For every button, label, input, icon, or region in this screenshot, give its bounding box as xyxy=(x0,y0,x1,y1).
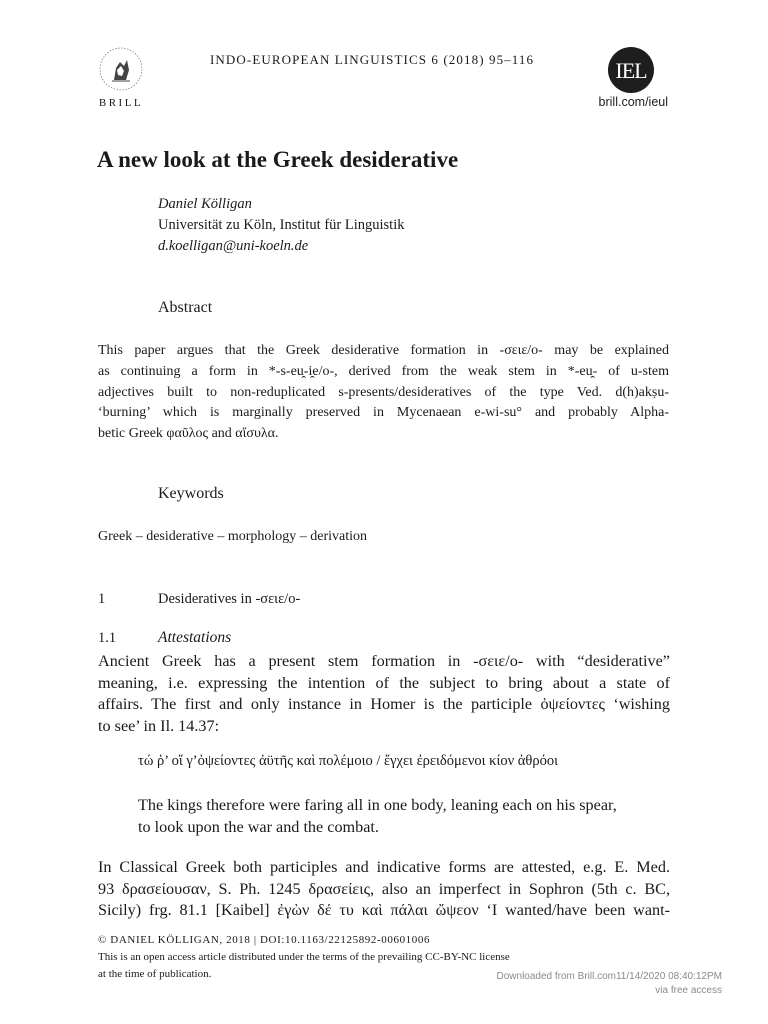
abstract-line: betic Greek φαῦλος and αἴσυλα. xyxy=(98,426,279,442)
body-line: In Classical Greek both participles and indicative forms are attested, e.g. E. Med. xyxy=(98,858,670,876)
body-paragraph-1 xyxy=(98,651,670,737)
iel-logo-text: IEL xyxy=(615,58,647,83)
download-line: Downloaded from Brill.com11/14/2020 08:40:12PM xyxy=(496,971,722,982)
body-paragraph-2 xyxy=(98,857,670,922)
section-number: 1 xyxy=(98,591,106,607)
body-line: meaning, i.e. expressing the intention of the subject to bring about a state of xyxy=(98,673,670,692)
body-line: affairs. The first and only instance in Homer is the participle ὀψείοντες ‘wishing xyxy=(98,695,670,714)
iel-logo-icon xyxy=(608,47,654,93)
author-email[interactable]: d.koelligan@uni-koeln.de xyxy=(158,238,309,254)
translation-line: The kings therefore were faring all in one body, leaning each on his spear, xyxy=(138,796,617,814)
body-line: Ancient Greek has a present stem formation in -σειε/ο- with “desiderative” xyxy=(98,652,670,670)
abstract-line: This paper argues that the Greek desiderative formation in -σειε/ο- may be explained xyxy=(98,343,669,358)
brill-logo xyxy=(96,44,146,114)
download-watermark xyxy=(497,970,723,998)
copyright-line: © DANIEL KÖLLIGAN, 2018 | DOI:10.1163/22125892-00601006 xyxy=(98,934,431,946)
license-line: This is an open access article distributed under the terms of the prevailing CC-BY-NC license xyxy=(98,951,510,963)
journal-url[interactable]: brill.com/ieul xyxy=(598,95,668,109)
keywords-heading: Keywords xyxy=(158,485,224,502)
abstract-line: ‘burning’ which is marginally preserved in Mycenaean e-wi-su° and probably Alpha- xyxy=(98,405,669,421)
author-name: Daniel Kölligan xyxy=(158,196,252,212)
body-line: 93 δρασείουσαν, S. Ph. 1245 δρασείεις, also an imperfect in Sophron (5th c. BC, xyxy=(98,879,670,898)
article-title: A new look at the Greek desiderative xyxy=(97,147,459,172)
license-line: at the time of publication. xyxy=(98,968,212,980)
page-footer xyxy=(98,932,510,983)
abstract-heading: Abstract xyxy=(158,299,213,316)
abstract-text xyxy=(98,341,669,445)
brill-seal-icon xyxy=(96,44,146,94)
section-heading: Desideratives in -σειε/ο- xyxy=(158,591,301,607)
publisher-name: BRILL xyxy=(98,97,144,109)
body-line: to see’ in Il. 14.37: xyxy=(98,716,220,735)
body-line: Sicily) frg. 81.1 [Kaibel] ἐγὼν δέ τυ καὶ πάλαι ὤψεον ‘I wanted/have been want- xyxy=(98,901,670,920)
translation xyxy=(138,795,617,838)
abstract-line: as continuing a form in *-s-eu̯-i̯e/o-, derived from the weak stem in *-eu̯- of u-stem xyxy=(98,363,669,379)
abstract-line: adjectives built to non-reduplicated s-presents/desideratives of the type Ved. d(h)akṣu- xyxy=(98,384,669,400)
keywords-text: Greek – desiderative – morphology – derivation xyxy=(98,529,368,544)
access-line: via free access xyxy=(655,985,722,996)
subsection-heading: Attestations xyxy=(158,629,232,646)
author-affiliation: Universität zu Köln, Institut für Linguistik xyxy=(158,217,405,233)
subsection-number: 1.1 xyxy=(98,630,117,646)
translation-line: to look upon the war and the combat. xyxy=(138,817,379,836)
journal-citation: INDO-EUROPEAN LINGUISTICS 6 (2018) 95–116 xyxy=(210,52,535,67)
greek-quotation: τώ ῥ’ οἵ γ’ὀψείοντες ἀϋτῆς καὶ πολέμοιο / ἔγχει ἐρειδόμενοι κίον ἀθρόοι xyxy=(138,753,558,769)
